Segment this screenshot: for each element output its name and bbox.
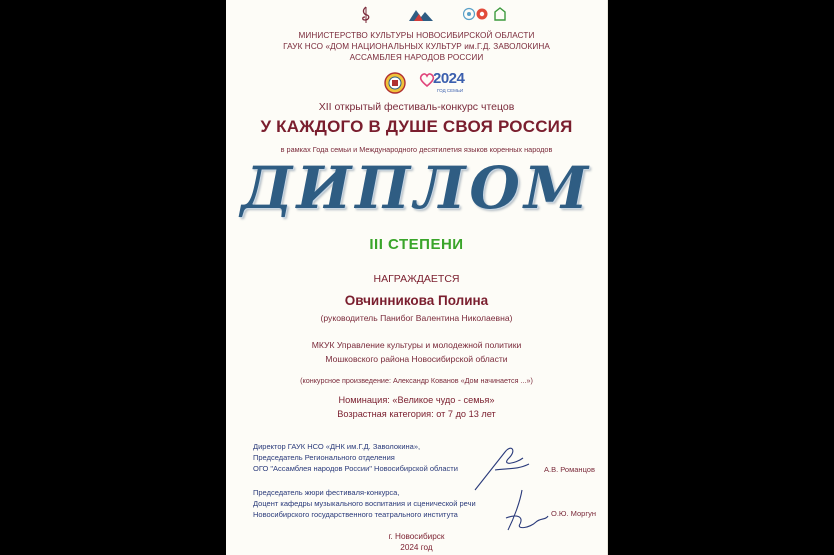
- jury-line-2: Доцент кафедры музыкального воспитания и сценической речи: [253, 499, 476, 508]
- mountains-logo-icon: [409, 8, 433, 22]
- diploma-degree: III СТЕПЕНИ: [369, 236, 464, 253]
- jury-line-3: Новосибирского государственного театрального института: [253, 510, 458, 519]
- assembly-emblem-icon: [384, 72, 406, 94]
- director-name: А.В. Романцов: [544, 465, 595, 474]
- footer-year: 2024 год: [400, 543, 433, 552]
- director-line-3: ОГО "Ассамблея народов России" Новосибирской области: [253, 464, 458, 473]
- year-logo-caption: ГОД СЕМЬИ: [437, 88, 464, 93]
- competition-piece: (конкурсное произведение: Александр Кованов «Дом начинается ...»): [300, 376, 533, 385]
- director-line-1: Директор ГАУК НСО «ДНК им.Г.Д. Заволокина»,: [253, 442, 421, 451]
- festival-subtitle: в рамках Года семьи и Международного десятилетия языков коренных народов: [280, 145, 553, 154]
- top-logos: [226, 4, 607, 22]
- treble-clef-icon: [359, 6, 373, 24]
- jury-line-1: Председатель жюри фестиваля-конкурса,: [253, 488, 400, 497]
- year-logo: 2024: [433, 70, 465, 87]
- recipient-name: Овчинникова Полина: [344, 293, 489, 308]
- festival-title: У КАЖДОГО В ДУШЕ СВОЯ РОССИЯ: [260, 117, 573, 136]
- organization-line-1: МКУК Управление культуры и молодежной политики: [311, 340, 522, 350]
- footer-city: г. Новосибирск: [388, 532, 445, 541]
- partner-logos-icon: [463, 7, 507, 22]
- nomination: Номинация: «Великое чудо - семья»: [338, 395, 495, 405]
- ministry-line-2: ГАУК НСО «ДОМ НАЦИОНАЛЬНЫХ КУЛЬТУР им.Г.Д. ЗАВОЛОКИНА: [283, 42, 550, 51]
- awarded-label: НАГРАЖДАЕТСЯ: [373, 273, 460, 285]
- ministry-line-1: МИНИСТЕРСТВО КУЛЬТУРЫ НОВОСИБИРСКОЙ ОБЛАСТИ: [298, 31, 535, 40]
- jury-name: О.Ю. Моргун: [551, 509, 596, 518]
- jury-signature: [502, 488, 552, 536]
- director-line-2: Председатель Регионального отделения: [253, 453, 395, 462]
- festival-line: XII открытый фестиваль-конкурс чтецов: [318, 101, 515, 113]
- supervisor: (руководитель Панибог Валентина Николаевна): [320, 313, 513, 323]
- age-category: Возрастная категория: от 7 до 13 лет: [337, 409, 496, 419]
- organization-line-2: Мошковского района Новосибирской области: [325, 354, 508, 364]
- diploma-sheet: [226, 0, 608, 555]
- ministry-line-3: АССАМБЛЕЯ НАРОДОВ РОССИИ: [349, 53, 484, 62]
- director-signature: [471, 440, 533, 495]
- diploma-word: ДИПЛОМ: [240, 154, 593, 222]
